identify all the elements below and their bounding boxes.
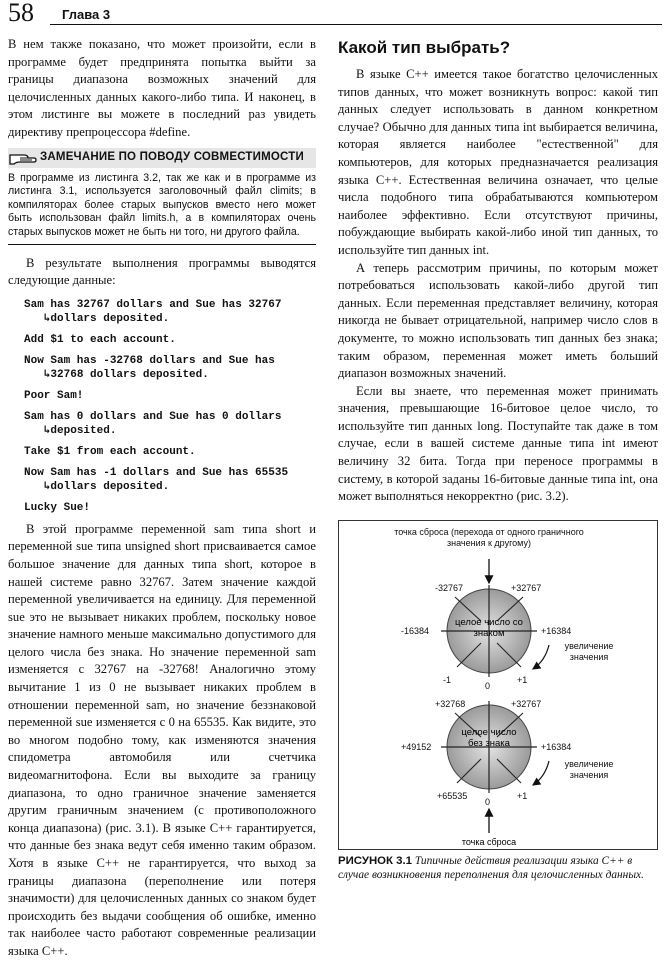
chapter-title: Глава 3 (62, 7, 111, 22)
code-line: ↳dollars deposited. (24, 312, 170, 325)
figure-caption (338, 854, 658, 882)
value-label: 0 (485, 796, 491, 807)
increase-arrow (533, 645, 549, 669)
signed-label: целое число со знаком (455, 616, 523, 639)
code-line: Poor Sam! (24, 389, 84, 402)
code-line: Add $1 to each account. (24, 333, 176, 346)
page-header (6, 2, 662, 26)
value-label: -16384 (401, 625, 430, 636)
code-line: Now Sam has -1 dollars and Sue has 65535 (24, 466, 289, 479)
increase-label: увеличение значения (564, 640, 614, 662)
right-column (338, 36, 658, 882)
paragraph: Если вы знаете, что переменная может принимать значения, превышающие 16-битовое целое число, то используйте тип данных long. Поступайте так даже в том случае, если в вашей системе данные типа int имеют величину 32 бита. Тогда при переносе программы в систему, в которой заданы 16-битовые данные типа int, она может выполняться некорректно (рис. 3.2). (338, 383, 658, 504)
program-output-code (24, 298, 316, 515)
increase-arrow (533, 761, 549, 785)
increase-label: увеличение значения (564, 758, 614, 780)
code-line: Lucky Sue! (24, 501, 91, 514)
code-line: ↳32768 dollars deposited. (24, 368, 209, 381)
value-label: 0 (485, 680, 491, 691)
value-label: +32767 (511, 698, 542, 709)
header-rule (50, 24, 662, 25)
value-label: -32767 (435, 582, 464, 593)
paragraph: В языке C++ имеется такое богатство целочисленных типов данных, что может возникнуть вопрос: какой тип данных следует использовать в данном конкретном случае? Обычно для данных типа int выбирается величина, которая является наиболее "естественной" для компьютеров, для которых предназначается реализация языка C++. Естественная величина означает, что целые числа подобного типа обрабатываются компьютером наиболее эффективно. Если отсутствуют причины, побуждающие выбирать какой-либо иной тип данных, то используйте тип данных int. (338, 67, 658, 257)
left-column (8, 36, 316, 961)
compat-note-header (8, 148, 316, 168)
reset-point-bottom: точка сброса (461, 836, 517, 847)
unsigned-label: целое число без знака (461, 726, 517, 749)
value-label: -1 (443, 674, 452, 685)
value-label: +16384 (541, 741, 572, 752)
value-label: +32768 (435, 698, 466, 709)
note-text: В программе из листинга 3.2, так же как и в программе из листинга 3.1, используется заголовочный файл climits; в компиляторах более старых выпусков вместо него может быть использован файл limits.h, а в компиляторах очень старых выпусков может не быть ни того, ни другого файла. (8, 172, 316, 245)
value-label: +1 (517, 674, 528, 685)
value-label: +16384 (541, 625, 572, 636)
page-number: 58 (8, 0, 34, 27)
overflow-diagram (339, 521, 659, 851)
paragraph: В этой программе переменной sam типа short и переменной sue типа unsigned short присваивается самое большое значение для данных типа short, которое в нашей системе равно 32767. Затем значение каждой переменной увеличивается на единицу. Для переменной sue это не вызывает никаких проблем, поскольку новое значение намного меньше максимально допустимого для целого числа без знака. Но значение переменной sam изменяется с 32767 на -32768! Аналогично этому вычитание 1 из 0 не вызывает никаких проблем в отношении переменной sam, но значение беззнаковой переменной sue изменяется с 0 на 65535. Как видите, это во многом подобно тому, как изменяются значения спидометра автомобиля или счетчика видеомагнитофона. Если вы выходите за границу диапазона, то одно граничное значение заменяется другим граничным значением (с противоположного конца диапазона) (рис. 3.1). В языке C++ гарантируется, что данные без знака ведут себя именно таким образом. Хотя в языке C++ не гарантируется, что выход за границы диапазона (переполнение или потеря значимости) для целочисленных данных со знаком будет происходить без выдачи сообщения об ошибке, именно так наиболее часто работают современные реализации языка C++. (8, 521, 316, 958)
paragraph: В нем также показано, что может произойти, если в программе будет предпринята попытка выйти за границы диапазона возможных значений для целочисленных данных какого-либо типа. И наконец, в этом листинге вы можете в последний раз увидеть директиву препроцессора #define. (8, 37, 316, 139)
value-label: +49152 (401, 741, 432, 752)
section-heading: Какой тип выбрать? (338, 38, 511, 57)
reset-point-title: точка сброса (перехода от одного граничного значения к другому) (394, 526, 584, 548)
code-line: ↳dollars deposited. (24, 480, 170, 493)
paragraph: В результате выполнения программы выводятся следующие данные: (8, 255, 316, 288)
value-label: +1 (517, 790, 528, 801)
caption-text: Типичные действия реализации языка C++ в случае возникновения переполнения для целочисленных данных. (338, 854, 644, 881)
code-line: Take $1 from each account. (24, 445, 196, 458)
caption-label: РИСУНОК 3.1 (338, 854, 412, 867)
code-line: Now Sam has -32768 dollars and Sue has (24, 354, 275, 367)
code-line: Sam has 0 dollars and Sue has 0 dollars (24, 410, 282, 423)
paragraph: А теперь рассмотрим причины, по которым может потребоваться использовать какой-либо другой тип данных. Если переменная представляет величину, которая никогда не бывает отрицательной, например число слов в документе, то можно использовать тип данных без знака; таким образом, переменная может иметь больший диапазон возможных значений. (338, 260, 658, 381)
figure-3-1 (338, 520, 658, 850)
pointing-hand-icon (8, 149, 38, 167)
note-title: ЗАМЕЧАНИЕ ПО ПОВОДУ СОВМЕСТИМОСТИ (40, 150, 304, 163)
value-label: +32767 (511, 582, 542, 593)
value-label: +65535 (437, 790, 468, 801)
code-line: ↳deposited. (24, 424, 117, 437)
code-line: Sam has 32767 dollars and Sue has 32767 (24, 298, 282, 311)
